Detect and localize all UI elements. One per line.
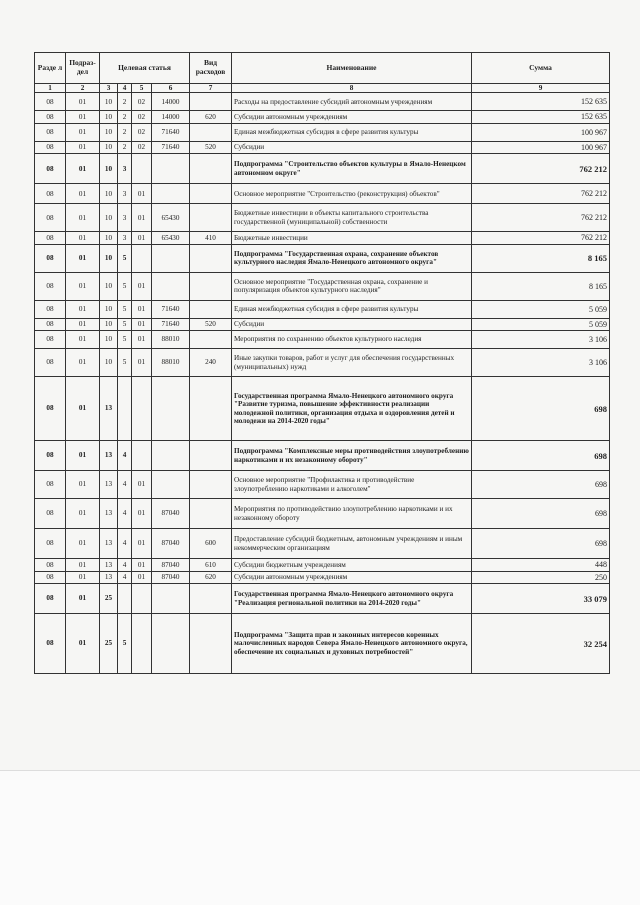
cell-celevaya-3	[132, 584, 152, 614]
cell-celevaya-4	[152, 584, 190, 614]
cell-celevaya-3: 01	[132, 349, 152, 377]
col-number: 5	[132, 84, 152, 93]
cell-celevaya-4	[152, 471, 190, 499]
cell-vid-rashodov	[190, 244, 232, 272]
cell-vid-rashodov: 610	[190, 559, 232, 571]
cell-vid-rashodov	[190, 123, 232, 141]
table-row	[35, 584, 610, 614]
cell-podrazdel: 01	[66, 300, 100, 318]
col-number: 7	[190, 84, 232, 93]
cell-summa: 3 106	[472, 331, 610, 349]
cell-celevaya-4: 65430	[152, 204, 190, 232]
cell-summa: 698	[472, 377, 610, 441]
cell-naimenovanie: Субсидии бюджетным учреждениям	[232, 559, 472, 571]
cell-razdel: 08	[35, 441, 66, 471]
cell-naimenovanie: Основное мероприятие "Профилактика и противодействие злоупотреблению наркотиками и алкоголем"	[232, 471, 472, 499]
cell-celevaya-2: 4	[118, 441, 132, 471]
cell-razdel: 08	[35, 300, 66, 318]
cell-celevaya-4	[152, 377, 190, 441]
cell-summa: 698	[472, 471, 610, 499]
cell-summa: 698	[472, 529, 610, 559]
cell-naimenovanie: Расходы на предоставление субсидий автономным учреждениям	[232, 93, 472, 111]
cell-celevaya-1: 10	[100, 154, 118, 184]
cell-podrazdel: 01	[66, 377, 100, 441]
cell-vid-rashodov	[190, 93, 232, 111]
cell-summa: 762 212	[472, 232, 610, 244]
cell-summa: 8 165	[472, 244, 610, 272]
cell-naimenovanie: Субсидии	[232, 141, 472, 153]
cell-celevaya-1: 13	[100, 441, 118, 471]
cell-razdel: 08	[35, 123, 66, 141]
table-row	[35, 441, 610, 471]
table-row	[35, 111, 610, 123]
cell-celevaya-3: 01	[132, 318, 152, 330]
cell-celevaya-3: 02	[132, 123, 152, 141]
table-row	[35, 300, 610, 318]
cell-razdel: 08	[35, 318, 66, 330]
col-number: 8	[232, 84, 472, 93]
cell-celevaya-2	[118, 377, 132, 441]
cell-celevaya-4: 71640	[152, 141, 190, 153]
cell-celevaya-3	[132, 614, 152, 674]
cell-celevaya-3: 02	[132, 93, 152, 111]
col-number: 1	[35, 84, 66, 93]
cell-podrazdel: 01	[66, 232, 100, 244]
cell-razdel: 08	[35, 349, 66, 377]
cell-razdel: 08	[35, 111, 66, 123]
cell-celevaya-2: 3	[118, 232, 132, 244]
table-row	[35, 377, 610, 441]
cell-naimenovanie: Иные закупки товаров, работ и услуг для обеспечения государственных (муниципальных) нужд	[232, 349, 472, 377]
cell-naimenovanie: Мероприятия по сохранению объектов культурного наследия	[232, 331, 472, 349]
table-row	[35, 204, 610, 232]
col-number: 2	[66, 84, 100, 93]
cell-celevaya-2: 5	[118, 349, 132, 377]
cell-celevaya-2: 5	[118, 300, 132, 318]
cell-celevaya-2: 4	[118, 529, 132, 559]
cell-celevaya-2	[118, 584, 132, 614]
cell-celevaya-1: 10	[100, 349, 118, 377]
table-row	[35, 184, 610, 204]
cell-razdel: 08	[35, 499, 66, 529]
cell-summa: 250	[472, 571, 610, 583]
cell-celevaya-3: 01	[132, 499, 152, 529]
cell-razdel: 08	[35, 614, 66, 674]
table-row	[35, 244, 610, 272]
cell-celevaya-3: 01	[132, 331, 152, 349]
cell-celevaya-3: 01	[132, 571, 152, 583]
cell-celevaya-1: 10	[100, 232, 118, 244]
cell-celevaya-4: 87040	[152, 529, 190, 559]
cell-podrazdel: 01	[66, 111, 100, 123]
cell-podrazdel: 01	[66, 584, 100, 614]
budget-table	[34, 52, 610, 674]
cell-celevaya-1: 13	[100, 529, 118, 559]
header-row	[35, 53, 610, 84]
cell-summa: 5 059	[472, 300, 610, 318]
cell-celevaya-3	[132, 244, 152, 272]
cell-celevaya-3: 02	[132, 111, 152, 123]
cell-vid-rashodov	[190, 272, 232, 300]
cell-celevaya-1: 13	[100, 377, 118, 441]
cell-summa: 3 106	[472, 349, 610, 377]
cell-celevaya-1: 10	[100, 141, 118, 153]
cell-vid-rashodov: 520	[190, 318, 232, 330]
cell-naimenovanie: Бюджетные инвестиции в объекты капитального строительства государственной (муниципальной) собственности	[232, 204, 472, 232]
cell-celevaya-1: 10	[100, 272, 118, 300]
cell-naimenovanie: Подпрограмма "Комплексные меры противодействия злоупотреблению наркотиками и их незаконному обороту"	[232, 441, 472, 471]
cell-celevaya-4: 65430	[152, 232, 190, 244]
cell-razdel: 08	[35, 204, 66, 232]
cell-celevaya-3	[132, 154, 152, 184]
cell-naimenovanie: Основное мероприятие "Строительство (реконструкция) объектов"	[232, 184, 472, 204]
cell-naimenovanie: Подпрограмма "Строительство объектов культуры в Ямало-Ненецком автономном округе"	[232, 154, 472, 184]
cell-summa: 33 079	[472, 584, 610, 614]
header-summa: Сумма	[472, 53, 610, 84]
table-row	[35, 93, 610, 111]
cell-razdel: 08	[35, 232, 66, 244]
cell-razdel: 08	[35, 244, 66, 272]
cell-celevaya-4	[152, 614, 190, 674]
cell-podrazdel: 01	[66, 614, 100, 674]
cell-celevaya-1: 13	[100, 559, 118, 571]
cell-podrazdel: 01	[66, 571, 100, 583]
cell-celevaya-4: 87040	[152, 499, 190, 529]
cell-podrazdel: 01	[66, 331, 100, 349]
header-razdel: Разде л	[35, 53, 66, 84]
cell-celevaya-1: 10	[100, 204, 118, 232]
cell-celevaya-4: 14000	[152, 93, 190, 111]
cell-celevaya-3: 01	[132, 559, 152, 571]
cell-vid-rashodov	[190, 331, 232, 349]
cell-celevaya-4: 88010	[152, 349, 190, 377]
cell-razdel: 08	[35, 331, 66, 349]
cell-celevaya-2: 3	[118, 154, 132, 184]
cell-celevaya-2: 5	[118, 331, 132, 349]
table-row	[35, 331, 610, 349]
table-row	[35, 529, 610, 559]
cell-summa: 762 212	[472, 204, 610, 232]
column-number-row	[35, 84, 610, 93]
col-number: 4	[118, 84, 132, 93]
table-row	[35, 471, 610, 499]
table-row	[35, 559, 610, 571]
cell-celevaya-4	[152, 441, 190, 471]
cell-razdel: 08	[35, 571, 66, 583]
header-naimenovanie: Наименование	[232, 53, 472, 84]
cell-naimenovanie: Государственная программа Ямало-Ненецкого автономного округа "Реализация региональной политики на 2014-2020 годы"	[232, 584, 472, 614]
cell-celevaya-2: 4	[118, 559, 132, 571]
cell-celevaya-2: 5	[118, 272, 132, 300]
cell-naimenovanie: Единая межбюджетная субсидия в сфере развития культуры	[232, 123, 472, 141]
cell-celevaya-2: 2	[118, 141, 132, 153]
header-podrazdel: Подраз- дел	[66, 53, 100, 84]
cell-celevaya-2: 4	[118, 471, 132, 499]
cell-podrazdel: 01	[66, 272, 100, 300]
cell-naimenovanie: Предоставление субсидий бюджетным, автономным учреждениям и иным некоммерческим организациям	[232, 529, 472, 559]
cell-celevaya-4	[152, 154, 190, 184]
cell-vid-rashodov	[190, 471, 232, 499]
table-row	[35, 318, 610, 330]
cell-razdel: 08	[35, 471, 66, 499]
cell-vid-rashodov	[190, 614, 232, 674]
cell-podrazdel: 01	[66, 244, 100, 272]
cell-celevaya-2: 5	[118, 614, 132, 674]
cell-celevaya-1: 10	[100, 318, 118, 330]
cell-summa: 152 635	[472, 93, 610, 111]
cell-summa: 152 635	[472, 111, 610, 123]
cell-naimenovanie: Субсидии	[232, 318, 472, 330]
cell-razdel: 08	[35, 529, 66, 559]
cell-vid-rashodov: 620	[190, 571, 232, 583]
table-body	[35, 93, 610, 674]
cell-celevaya-3	[132, 441, 152, 471]
cell-celevaya-1: 25	[100, 584, 118, 614]
cell-celevaya-4: 87040	[152, 559, 190, 571]
cell-celevaya-1: 10	[100, 111, 118, 123]
cell-naimenovanie: Подпрограмма "Государственная охрана, сохранение объектов культурного наследия Ямало-Ненецкого автономного округа"	[232, 244, 472, 272]
cell-celevaya-1: 13	[100, 471, 118, 499]
cell-celevaya-4: 87040	[152, 571, 190, 583]
cell-summa: 698	[472, 441, 610, 471]
cell-celevaya-3: 01	[132, 232, 152, 244]
cell-razdel: 08	[35, 184, 66, 204]
cell-vid-rashodov: 520	[190, 141, 232, 153]
cell-celevaya-3: 01	[132, 184, 152, 204]
cell-summa: 100 967	[472, 123, 610, 141]
cell-razdel: 08	[35, 584, 66, 614]
cell-celevaya-3: 01	[132, 204, 152, 232]
cell-naimenovanie: Государственная программа Ямало-Ненецкого автономного округа "Развитие туризма, повышение эффективности реализации молодежной политики, организация отдыха и оздоровления детей и молодежи на 2014-2020 годы"	[232, 377, 472, 441]
col-number: 3	[100, 84, 118, 93]
cell-celevaya-3: 01	[132, 529, 152, 559]
cell-celevaya-2: 4	[118, 499, 132, 529]
cell-vid-rashodov: 410	[190, 232, 232, 244]
cell-summa: 5 059	[472, 318, 610, 330]
cell-naimenovanie: Мероприятия по противодействию злоупотреблению наркотиками и их незаконному обороту	[232, 499, 472, 529]
cell-razdel: 08	[35, 377, 66, 441]
cell-vid-rashodov	[190, 300, 232, 318]
cell-celevaya-4: 71640	[152, 300, 190, 318]
cell-celevaya-1: 10	[100, 244, 118, 272]
cell-celevaya-2: 2	[118, 123, 132, 141]
cell-podrazdel: 01	[66, 204, 100, 232]
header-vid-rashodov: Вид расходов	[190, 53, 232, 84]
cell-podrazdel: 01	[66, 441, 100, 471]
cell-summa: 698	[472, 499, 610, 529]
cell-naimenovanie: Подпрограмма "Защита прав и законных интересов коренных малочисленных народов Севера Ямало-Ненецкого автономного округа, обеспечение их социальных и духовных потребностей"	[232, 614, 472, 674]
cell-vid-rashodov	[190, 154, 232, 184]
cell-celevaya-3: 01	[132, 471, 152, 499]
table-row	[35, 154, 610, 184]
cell-podrazdel: 01	[66, 93, 100, 111]
cell-celevaya-1: 10	[100, 123, 118, 141]
cell-summa: 762 212	[472, 184, 610, 204]
table-row	[35, 232, 610, 244]
cell-vid-rashodov	[190, 184, 232, 204]
cell-vid-rashodov: 600	[190, 529, 232, 559]
cell-podrazdel: 01	[66, 499, 100, 529]
cell-vid-rashodov	[190, 584, 232, 614]
cell-naimenovanie: Бюджетные инвестиции	[232, 232, 472, 244]
cell-podrazdel: 01	[66, 471, 100, 499]
table-row	[35, 141, 610, 153]
cell-podrazdel: 01	[66, 349, 100, 377]
cell-vid-rashodov	[190, 204, 232, 232]
cell-celevaya-1: 10	[100, 300, 118, 318]
cell-razdel: 08	[35, 93, 66, 111]
cell-celevaya-2: 3	[118, 184, 132, 204]
cell-celevaya-4	[152, 244, 190, 272]
cell-vid-rashodov	[190, 377, 232, 441]
cell-celevaya-2: 5	[118, 318, 132, 330]
col-number: 9	[472, 84, 610, 93]
cell-podrazdel: 01	[66, 559, 100, 571]
cell-podrazdel: 01	[66, 184, 100, 204]
cell-razdel: 08	[35, 272, 66, 300]
cell-vid-rashodov: 620	[190, 111, 232, 123]
cell-celevaya-1: 13	[100, 571, 118, 583]
cell-celevaya-3: 02	[132, 141, 152, 153]
cell-celevaya-1: 25	[100, 614, 118, 674]
cell-podrazdel: 01	[66, 154, 100, 184]
cell-naimenovanie: Основное мероприятие "Государственная охрана, сохранение и популяризация объектов культурного наследия"	[232, 272, 472, 300]
cell-summa: 8 165	[472, 272, 610, 300]
cell-summa: 762 212	[472, 154, 610, 184]
cell-celevaya-2: 3	[118, 204, 132, 232]
cell-vid-rashodov: 240	[190, 349, 232, 377]
cell-celevaya-3	[132, 377, 152, 441]
cell-celevaya-1: 10	[100, 93, 118, 111]
cell-podrazdel: 01	[66, 318, 100, 330]
table-row	[35, 571, 610, 583]
cell-celevaya-3: 01	[132, 272, 152, 300]
cell-celevaya-2: 2	[118, 111, 132, 123]
cell-celevaya-4: 71640	[152, 318, 190, 330]
cell-summa: 448	[472, 559, 610, 571]
cell-celevaya-1: 13	[100, 499, 118, 529]
cell-celevaya-4	[152, 184, 190, 204]
cell-celevaya-4: 71640	[152, 123, 190, 141]
cell-podrazdel: 01	[66, 529, 100, 559]
cell-celevaya-4: 88010	[152, 331, 190, 349]
cell-podrazdel: 01	[66, 141, 100, 153]
cell-celevaya-4	[152, 272, 190, 300]
table-row	[35, 499, 610, 529]
cell-celevaya-1: 10	[100, 331, 118, 349]
table-row	[35, 272, 610, 300]
cell-podrazdel: 01	[66, 123, 100, 141]
cell-celevaya-2: 2	[118, 93, 132, 111]
cell-razdel: 08	[35, 141, 66, 153]
table-row	[35, 123, 610, 141]
cell-naimenovanie: Субсидии автономным учреждениям	[232, 111, 472, 123]
cell-naimenovanie: Субсидии автономным учреждениям	[232, 571, 472, 583]
col-number: 6	[152, 84, 190, 93]
header-celevaya-statya: Целевая статья	[100, 53, 190, 84]
cell-summa: 32 254	[472, 614, 610, 674]
cell-celevaya-4: 14000	[152, 111, 190, 123]
cell-razdel: 08	[35, 559, 66, 571]
cell-naimenovanie: Единая межбюджетная субсидия в сфере развития культуры	[232, 300, 472, 318]
table-row	[35, 349, 610, 377]
cell-razdel: 08	[35, 154, 66, 184]
cell-celevaya-2: 4	[118, 571, 132, 583]
cell-vid-rashodov	[190, 499, 232, 529]
cell-vid-rashodov	[190, 441, 232, 471]
cell-celevaya-1: 10	[100, 184, 118, 204]
cell-celevaya-3: 01	[132, 300, 152, 318]
table-row	[35, 614, 610, 674]
cell-celevaya-2: 5	[118, 244, 132, 272]
cell-summa: 100 967	[472, 141, 610, 153]
